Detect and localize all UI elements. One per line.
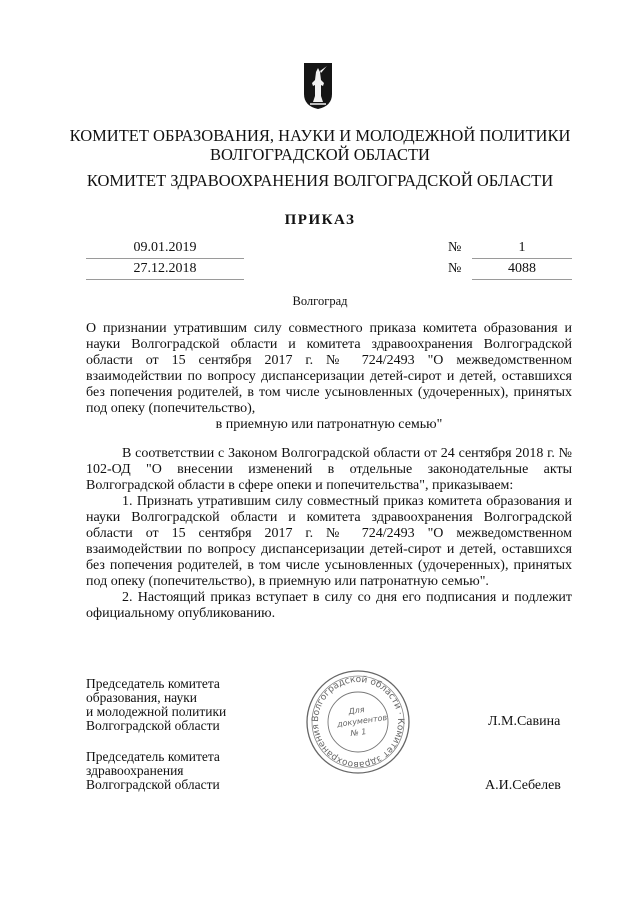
signature-1-line: и молодежной политики [86,704,227,719]
official-stamp [303,667,413,777]
registration-date-2: 27.12.2018 [133,261,197,276]
preamble-paragraph: В соответствии с Законом Волгоградской области от 24 сентября 2018 г. № 102-ОД "О внесении изменений в отдельные законодательные акты Волгоградской области в сфере опеки и попечительства", приказываем: [86,446,572,493]
stamp-ring-text: Волгоградской области · Комитет здравоохранения [310,674,406,770]
signature-1-line: образования, науки [86,690,198,705]
registration-number-2: 4088 [508,261,536,276]
order-body [86,446,572,622]
signature-position-2 [86,750,220,792]
number-underline-2 [472,279,572,280]
registration-number-1: 1 [518,240,526,255]
coat-of-arms-emblem [303,62,333,110]
order-subject-text: О признании утратившим силу совместного приказа комитета образования и науки Волгоградской области и комитета здравоохранения Волгоградской области от 15 сентября 2017 г. № 724/2493 "О межведомственном взаимодействии по вопросу диспансеризации детей-сирот и детей, оставшихся без попечения родителей, в том числе усыновленных (удочеренных), принятых под опеку (попечительство), [86,321,572,416]
stamp-center-line2: документов [336,712,388,729]
org-name-education-line1: КОМИТЕТ ОБРАЗОВАНИЯ, НАУКИ И МОЛОДЕЖНОЙ ПОЛИТИКИ [69,126,571,145]
order-subject [86,321,572,433]
date-underline-2 [86,279,244,280]
signature-position-1 [86,677,226,733]
signatory-name-2: А.И.Себелев [485,778,561,793]
order-item-2: 2. Настоящий приказ вступает в силу со дня его подписания и подлежит официальному опубликованию. [86,590,572,621]
order-subject-last-line: в приемную или патронатную семью" [215,417,443,432]
org-name-education [0,126,640,164]
signature-2-line: Председатель комитета [86,749,220,764]
signature-2-line: здравоохранения [86,763,184,778]
signature-2-line: Волгоградской области [86,777,220,792]
city-name: Волгоград [292,294,348,308]
date-underline-1 [86,258,244,259]
number-sign-2: № [448,261,462,276]
document-title: ПРИКАЗ [284,212,356,228]
stamp-center-line3: № 1 [349,726,367,739]
signatory-name-1: Л.М.Савина [488,714,561,729]
number-underline-1 [472,258,572,259]
number-sign-1: № [448,240,462,255]
registration-date-1: 09.01.2019 [133,240,197,255]
org-name-education-line2: ВОЛГОГРАДСКОЙ ОБЛАСТИ [210,145,430,164]
signature-1-line: Волгоградской области [86,718,220,733]
order-item-1: 1. Признать утратившим силу совместный приказ комитета образования и науки Волгоградской области и комитета здравоохранения Волгоградской области от 15 сентября 2017 г. № 724/2493 "О межведомственном взаимодействии по вопросу диспансеризации детей-сирот и детей, оставшихся без попечения родителей, в том числе усыновленных (удочеренных), принятых под опеку (попечительство), в приемную или патронатную семью". [86,494,572,589]
signature-1-line: Председатель комитета [86,676,220,691]
stamp-center-line1: Для [347,705,366,717]
org-name-health: КОМИТЕТ ЗДРАВООХРАНЕНИЯ ВОЛГОГРАДСКОЙ ОБЛАСТИ [86,171,554,190]
